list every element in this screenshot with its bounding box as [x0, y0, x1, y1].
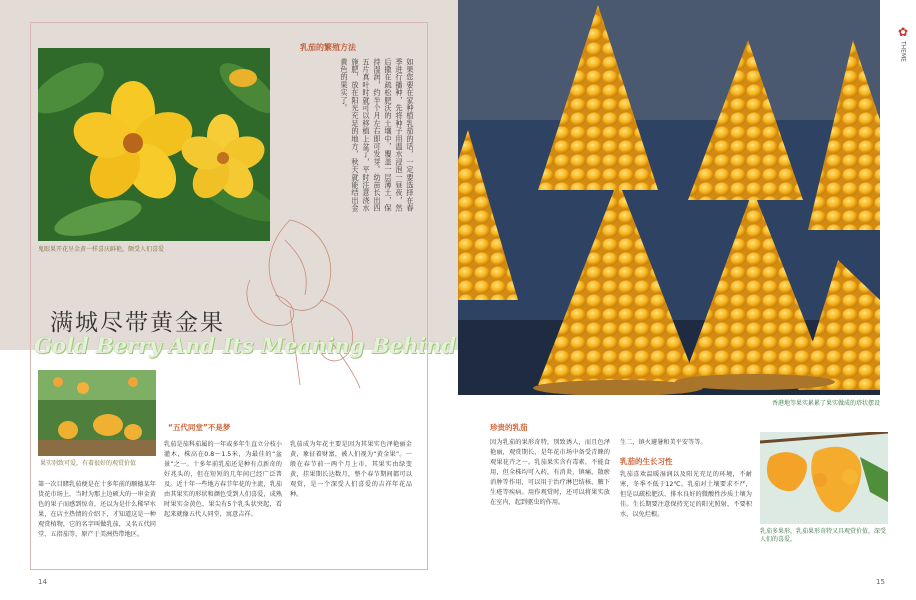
- section-logo-text: THEME: [899, 41, 907, 62]
- article-title: 满城尽带黄金果: [50, 310, 225, 336]
- propagation-heading: 乳茄的繁殖方法: [300, 43, 356, 52]
- article-english-title: Gold Berry And Its Meaning Behind: [34, 333, 456, 358]
- left-column-3: 乳茄成为年花主要是因为其果实色泽艳丽金黄，象征着财富，被人们视为“黄金果”。一般在春节前一两个月上市，其果实由绿变黄，挂果期长达数月，整个春节期间都可以观赏，是一个深受人们喜爱的吉祥年花品种。: [290, 441, 412, 498]
- section-heading-precious: 珍贵的乳茄: [490, 423, 528, 432]
- tower-photo-caption: 香港地等果实累累了果实做成的塔状摆设: [771, 400, 880, 407]
- left-column-2: 乳茄是茄科茄属的一年或多年生直立分枝小灌木，株高在0.8～1.5米，为最佳的“盆景”之一。十多年前乳茄还是种有点新奇的好兆头的，但在短短的几年间已经广泛普及。近十年一些地方春节年花的主流，乳茄由其果实的形状和颜色受到人们喜爱，成熟时果实金黄色，果尖有5个乳头状突起，看起来就像五代人同堂，寓意吉祥。: [164, 441, 282, 518]
- line-art-flower-decoration: [230, 200, 380, 390]
- right-column-2: 乳茄喜欢温暖湿润以及阳光充足的环境，不耐寒，冬季不低于12℃。乳茄对土壤要求不严，但是以疏松肥沃、排水良好的微酸性沙质土壤为佳。生长期要注意保持充足的阳光照射，不要积水，以免烂根。: [620, 471, 752, 518]
- golden-fruit-towers-illustration: [458, 0, 880, 395]
- small-photo-caption: 果实别致可爱，有着很好的观赏价值: [40, 460, 137, 467]
- small-fruit-photo: [38, 370, 156, 456]
- fruit-tower-photo: [458, 0, 880, 395]
- propagation-text: 如果您要在家种植乳茄的话，一定要选择在春季进行播种，先将种子用温水浸泡一昼夜，然后撒在疏松肥沃的土壤中，覆盖一层薄土，保持湿润，约半个月左右即可发芽。幼苗长出四五片真叶时就可以移植上盆了，平时注意浇水施肥，放在阳光充足的地方，秋天就能结出金黄色的果实了。: [340, 58, 415, 212]
- flower-photo-caption: 鬼眼果开花呈金黄一样喜庆鲜艳，颇受人们喜爱: [38, 246, 165, 253]
- nipple-fruit-caption: 乳茄多果形，乳茄果形奇特又具观赏价值，深受人们的喜爱。: [760, 528, 887, 543]
- left-column-1: 第一次目睹乳茄便是在十多年前的顺德某年货花市场上，当时为那上边硕大的一串金黄色的果子而感到惊奇，还以为是什么稀罕水果，在店主热情的介绍下，才知道这是一种观赏植物，它的名字叫做乳茄，又名五代同堂、五指茄等，原产于美洲热带地区。: [38, 481, 156, 538]
- left-page-number: 14: [38, 578, 47, 586]
- section-heading-growth-habits: 乳茄的生长习性: [620, 457, 673, 466]
- right-column-1: 因为乳茄的果形奇特，别致诱人，而且色泽艳丽，观赏期长，是年花市场中备受青睐的观果花卉之一。乳茄果实含有毒素，不能食用，但全株均可入药，有消炎、镇痛、散瘀消肿等作用，可以用于治疗淋巴结核、腋下生疮等疾病。用作观赏时，还可以将果实放在室内，起到驱虫的作用。: [490, 439, 610, 506]
- nipple-fruit-illustration: [760, 432, 888, 524]
- right-column-2-intro: 生二，镇火避暑和美平安等等。: [620, 439, 707, 446]
- fruit-branch-illustration: [38, 370, 156, 456]
- right-page-number: 15: [876, 578, 885, 586]
- section-heading-five-generations: “五代同堂”不是梦: [168, 423, 231, 432]
- section-logo: [890, 25, 916, 85]
- nipple-fruit-photo: [760, 432, 888, 524]
- flower-logo-icon: ✿: [897, 25, 909, 39]
